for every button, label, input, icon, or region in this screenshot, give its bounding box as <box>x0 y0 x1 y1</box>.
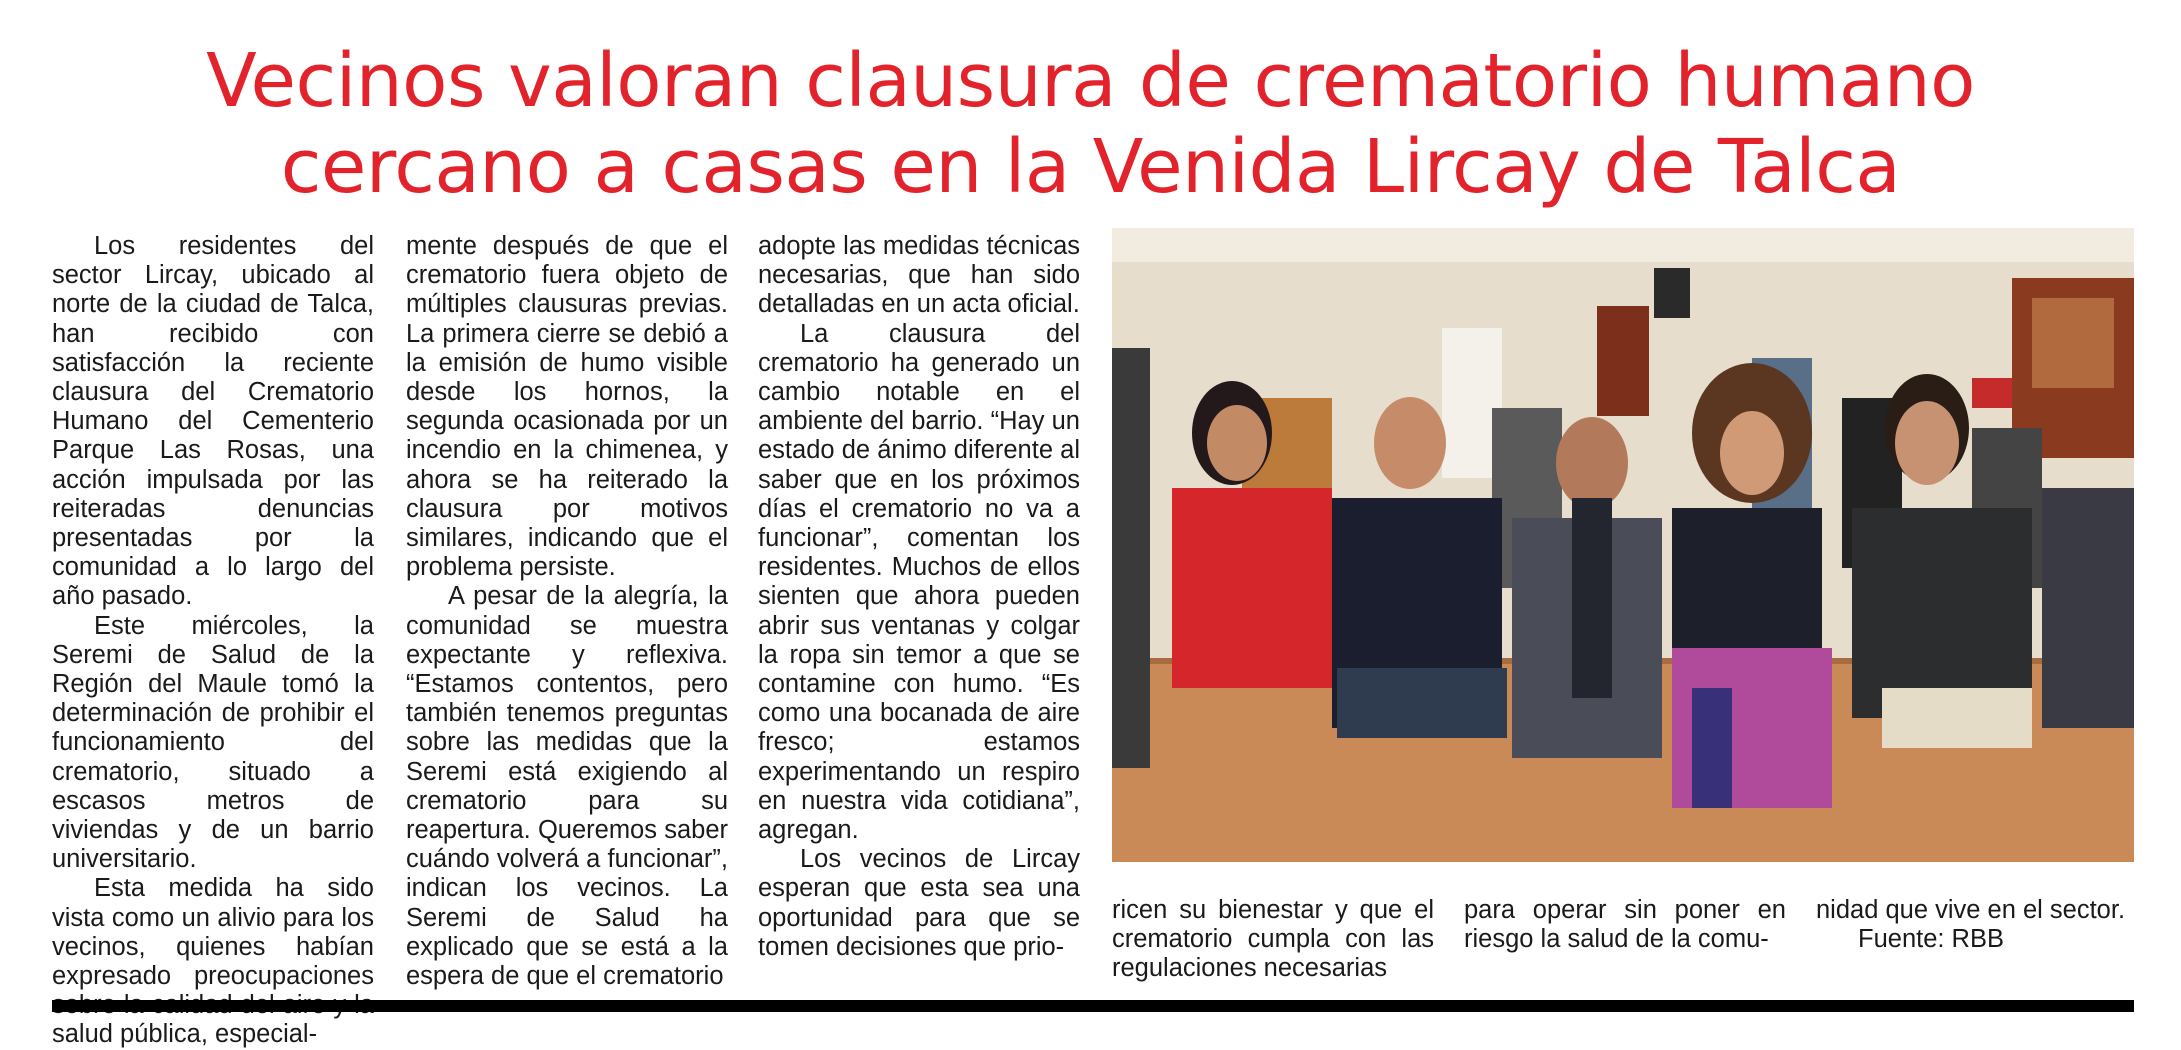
paragraph: Este miércoles, la Seremi de Salud de la Región del Maule tomó la determinación de prohibir el funcionamiento del crematorio, situado a escasos metros de viviendas y de un barrio universitario. <box>52 611 374 874</box>
paragraph: ricen su bienestar y que el crematorio cumpla con las regulaciones necesarias <box>1112 896 1434 983</box>
paragraph: nidad que vive en el sector. <box>1816 896 2126 924</box>
wall-clock <box>1654 268 1690 318</box>
paragraph: adopte las medidas técnicas necesarias, que han sido detalladas en un acta oficial. <box>758 232 1080 319</box>
article-column-4 <box>1112 896 1434 984</box>
news-photo <box>1112 228 2134 862</box>
paragraph: Esta medida ha sido vista como un alivio para los vecinos, quienes habían expresado preocupaciones salud pública, especial- <box>52 874 374 1049</box>
paragraph: Los vecinos de Lircay esperan que esta sea una oportunidad para que se tomen decisiones que prio- <box>758 845 1080 961</box>
headline-line-2: cercano a casas en la Venida Lircay de Talca <box>280 124 1901 210</box>
paragraph: A pesar de la alegría, la comunidad se muestra expectante y reflexiva. “Estamos contentos, pero también tenemos preguntas sobre las medidas que la Seremi está exigiendo al crematorio para su reapertura. Queremos saber cuándo volverá a funcionar”, indican los vecinos. La Seremi de Salud ha explicado que se está a la espera de que el crematorio <box>406 582 728 991</box>
article-column-1 <box>52 232 374 1050</box>
paragraph: mente después de que el crematorio fuera objeto de múltiples clausuras previas. La primera cierre se debió a la emisión de humo visible desde los hornos, la segunda ocasionada por un incendio en la chimenea, y ahora se ha reiterado la clausura por motivos similares, indicando que el problema persiste. <box>406 232 728 582</box>
person <box>1852 508 2032 718</box>
bottom-rule <box>52 1000 2134 1012</box>
article-column-5 <box>1464 896 1786 954</box>
paragraph: para operar sin poner en riesgo la salud de la comu- <box>1464 896 1786 954</box>
source-credit: Fuente: RBB <box>1858 925 2004 954</box>
paragraph: Los residentes del sector Lircay, ubicado al norte de la ciudad de Talca, han recibido con satisfacción la reciente clausura del Crematorio Humano del Cementerio Parque Las Rosas, una acción impulsada por las reiteradas denuncias presentadas por la comunidad a lo largo del año pasado. <box>52 232 374 611</box>
photo-scene <box>1112 228 2134 862</box>
person <box>1172 488 1332 688</box>
article-column-2 <box>406 232 728 991</box>
wall-sign <box>1972 378 2012 408</box>
door <box>1597 306 1649 416</box>
article-column-3 <box>758 232 1080 962</box>
article-column-6 <box>1816 896 2138 954</box>
headline-line-1: Vecinos valoran clausura de crematorio humano <box>206 38 1975 124</box>
paragraph: La clausura del crematorio ha generado un cambio notable en el ambiente del barrio. “Hay un estado de ánimo diferente al saber que en los próximos días el crematorio no va a funcionar”, comentan los residentes. Muchos de ellos sienten que ahora pueden abrir sus ventanas y colgar la ropa sin temor a que se contamine con humo. “Es como una bocanada de aire fresco; estamos experimentando un respiro en nuestra vida cotidiana”, agregan. <box>758 319 1080 845</box>
